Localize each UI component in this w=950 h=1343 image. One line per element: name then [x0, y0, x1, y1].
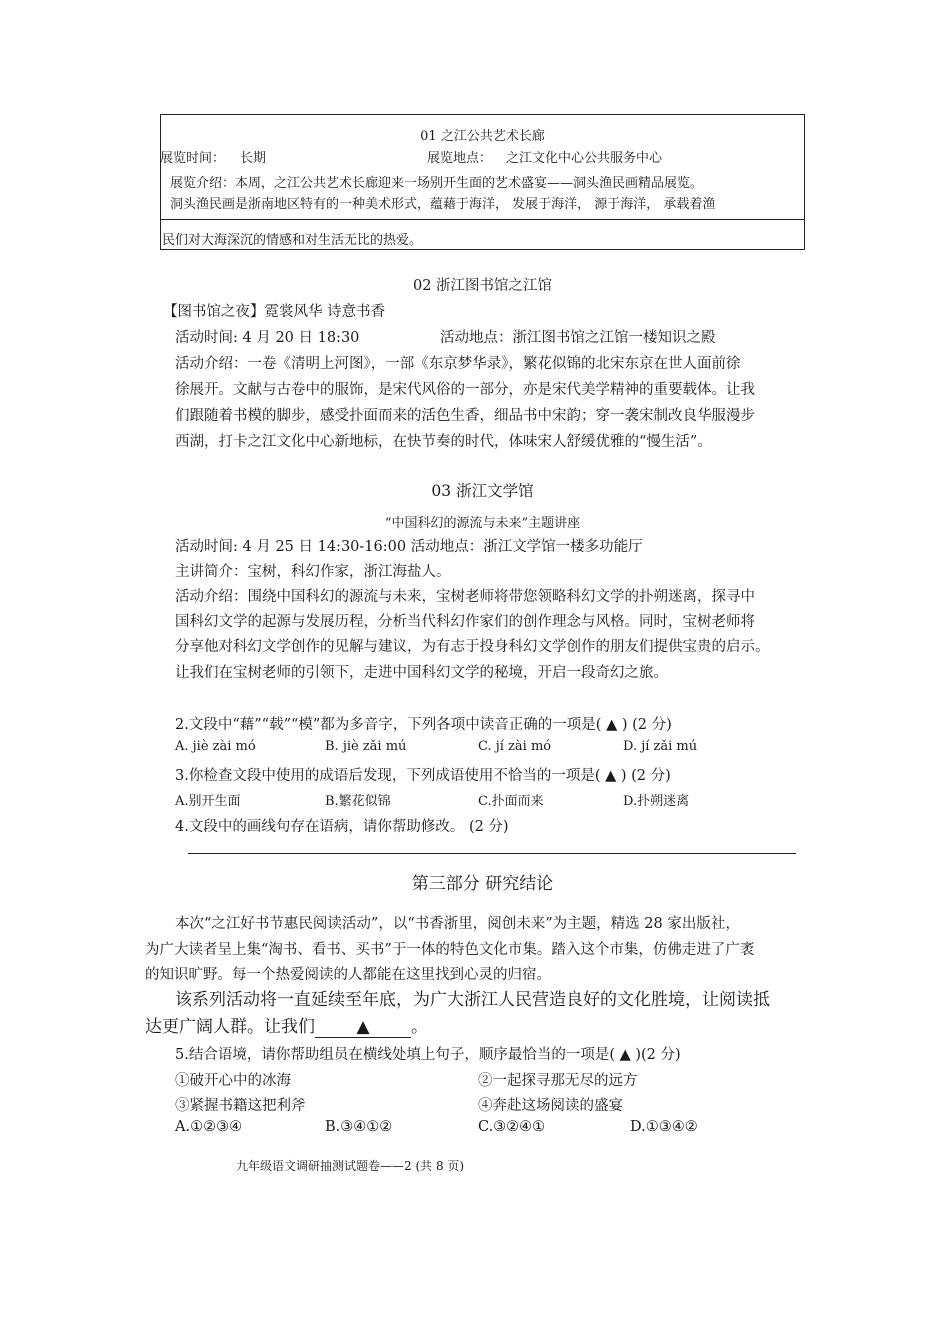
section2-line: 活动介绍：一卷《清明上河图》，一部《东京梦华录》，繁花似锦的北宋东京在世人面前徐	[175, 356, 741, 372]
section1-title: 01 之江公共艺术长廊	[420, 129, 545, 144]
part3-para1-line: 为广大读者呈上集“淘书、看书、买书”于一体的特色文化市集。踏入这个市集，仿佛走进了广袤	[145, 942, 755, 958]
box-divider	[161, 219, 804, 220]
q5-option-c: C.③②④①	[478, 1119, 546, 1135]
section2-line: 西湖，打卡之江文化中心新地标，在快节奏的时代，体味宋人舒缓优雅的“慢生活”。	[175, 434, 712, 450]
answer-blank[interactable]	[315, 1017, 411, 1038]
section3-title: 03 浙江文学馆	[431, 482, 534, 500]
section2-title: 02 浙江图书馆之江馆	[412, 278, 553, 294]
q2-option-d: D. jí zǎi mú	[623, 739, 698, 754]
section2-line: 徐展开。文献与古卷中的服饰，是宋代风俗的一部分，亦是宋代美学精神的重要载体。让我	[175, 382, 755, 398]
section1-intro-line2: 洞头渔民画是浙南地区特有的一种美术形式，蕴藉于海洋， 发展于海洋， 源于海洋， 承载着渔	[170, 197, 716, 212]
q5-item-1: ①破开心中的冰海	[175, 1073, 291, 1089]
q3-option-c: C.扑面而来	[478, 794, 544, 809]
section1-place-label: 展览地点：	[427, 151, 493, 166]
section3-line: 让我们在宝树老师的引领下，走进中国科幻文学的秘境，开启一段奇幻之旅。	[175, 665, 668, 681]
section1-place-value: 之江文化中心公共服务中心	[506, 151, 663, 166]
part3-para2-end: 。	[411, 1017, 428, 1037]
q3-stem: 3.你检查文段中使用的成语后发现，下列成语使用不恰当的一项是( ▲ ) (2 分)	[175, 768, 671, 784]
section1-time-value: 长期	[240, 151, 267, 166]
part3-para2-line2	[145, 1012, 428, 1038]
part3-para1-line: 的知识旷野。每一个热爱阅读的人都能在这里找到心灵的归宿。	[145, 967, 551, 983]
section2-line: 们跟随着书模的脚步，感受扑面而来的活色生香，细品书中宋韵；穿一袭宋制改良华服漫步	[175, 408, 755, 424]
part3-para2-text: 达更广阔人群。让我们	[145, 1017, 315, 1037]
q3-option-d: D.扑朔迷离	[623, 794, 690, 809]
q2-option-a: A. jiè zài mó	[175, 739, 256, 754]
section3-line: 国科幻文学的起源与发展历程，分析当代科幻作家们的创作理念与风格。同时，宝树老师将	[175, 614, 755, 630]
part3-heading: 第三部分 研究结论	[411, 874, 554, 894]
part3-para2-line1: 该系列活动将一直延续至年底，为广大浙江人民营造良好的文化胜境，让阅读抵	[175, 990, 770, 1010]
q5-item-4: ④奔赴这场阅读的盛宴	[478, 1098, 623, 1114]
section3-line: 分享他对科幻文学创作的见解与建议，为有志于投身科幻文学创作的朋友们提供宝贵的启示。	[175, 639, 770, 655]
q2-option-c: C. jí zài mó	[478, 739, 552, 754]
section3-subtitle: “中国科幻的源流与未来”主题讲座	[384, 516, 581, 531]
q5-option-a: A.①②③④	[175, 1119, 243, 1135]
page-footer: 九年级语文调研抽测试题卷——2 (共 8 页)	[236, 1159, 465, 1173]
q5-item-2: ②一起探寻那无尽的远方	[478, 1073, 638, 1089]
part3-para1-line: 本次“之江好书节惠民阅读活动”，以“书香浙里，阅创未来”为主题，精选 28 家出版社，	[175, 916, 740, 932]
section1-time-label: 展览时间：	[160, 151, 226, 166]
q4-stem: 4.文段中的画线句存在语病，请你帮助修改。 (2 分)	[175, 819, 509, 835]
section3-line: 活动介绍：围绕中国科幻的源流与未来，宝树老师将带您领略科幻文学的扑朔迷离，探寻中	[175, 589, 755, 605]
q2-option-b: B. jiè zǎi mú	[325, 739, 407, 754]
section-divider	[188, 853, 796, 854]
section3-speaker: 主讲简介：宝树，科幻作家，浙江海盐人。	[175, 564, 451, 580]
q2-stem: 2.文段中“藉”“载”“模”都为多音字，下列各项中读音正确的一项是( ▲ ) (2 分)	[175, 717, 672, 733]
section1-intro-line1: 展览介绍：本周，之江公共艺术长廊迎来一场别开生面的艺术盛宴——洞头渔民画精品展览。	[170, 176, 704, 191]
q5-stem: 5.结合语境，请你帮助组员在横线处填上句子，顺序最恰当的一项是( ▲ )(2 分)	[175, 1047, 681, 1063]
q5-item-3: ③紧握书籍这把利斧	[175, 1098, 306, 1114]
section2-place: 活动地点：浙江图书馆之江馆一楼知识之殿	[440, 330, 716, 346]
q5-option-b: B.③④①②	[325, 1119, 393, 1135]
q3-option-a: A.别开生面	[175, 794, 241, 809]
section2-subtitle: 【图书馆之夜】霓裳风华 诗意书香	[163, 304, 386, 320]
q3-option-b: B.繁花似锦	[325, 794, 391, 809]
q5-option-d: D.①③④②	[630, 1119, 698, 1135]
section2-time: 活动时间: 4 月 20 日 18:30	[175, 330, 360, 346]
section1-intro-line3: 民们对大海深沉的情感和对生活无比的热爱。	[162, 233, 423, 248]
section3-time-place: 活动时间: 4 月 25 日 14:30-16:00 活动地点：浙江文学馆一楼多功能厅	[175, 539, 643, 555]
blank-triangle-mark: ▲	[356, 1017, 370, 1037]
